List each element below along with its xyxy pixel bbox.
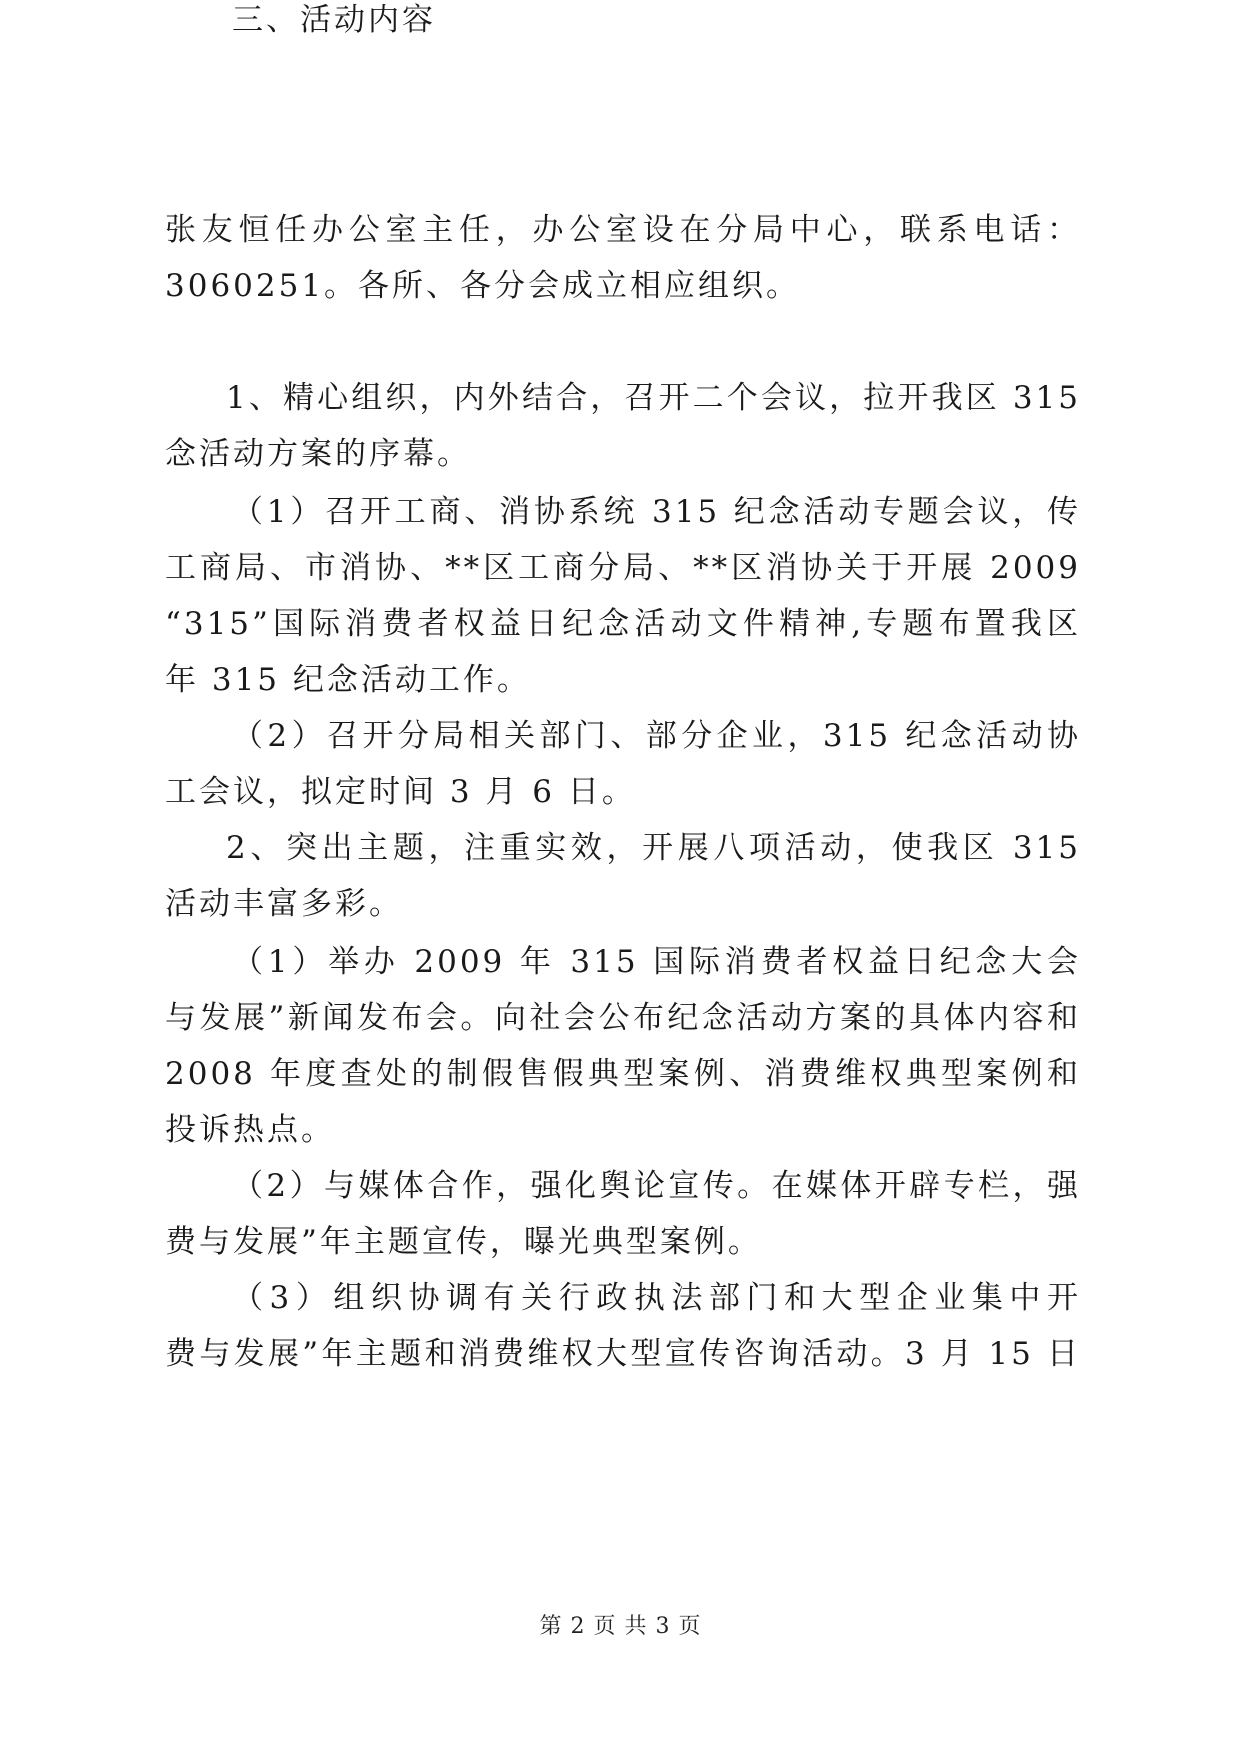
text-line: （2）召开分局相关部门、部分企业，315 纪念活动协 <box>232 718 1081 754</box>
text-line: 张友恒任办公室主任，办公室设在分局中心，联系电话： <box>165 212 1081 248</box>
text-line: “315”国际消费者权益日纪念活动文件精神,专题布置我区 <box>165 606 1081 642</box>
text-line: （1）召开工商、消协系统 315 纪念活动专题会议，传 <box>232 494 1081 530</box>
text-line: 工会议，拟定时间 3 月 6 日。 <box>165 774 636 810</box>
text-line: （1）举办 2009 年 315 国际消费者权益日纪念大会 <box>232 944 1081 980</box>
text-line: 投诉热点。 <box>165 1112 335 1148</box>
text-line: （2）与媒体合作，强化舆论宣传。在媒体开辟专栏，强 <box>232 1168 1081 1204</box>
text-line: 工商局、市消协、**区工商分局、**区消协关于开展 2009 <box>165 550 1081 586</box>
text-line: 2、突出主题，注重实效，开展八项活动，使我区 315 <box>226 830 1081 866</box>
page-number-footer: 第 2 页 共 3 页 <box>539 1614 702 1639</box>
text-line: 3060251。各所、各分会成立相应组织。 <box>165 268 801 304</box>
text-line: 活动丰富多彩。 <box>165 886 403 922</box>
text-line: 费与发展”年主题宣传，曝光典型案例。 <box>165 1224 762 1260</box>
text-line: 2008 年度查处的制假售假典型案例、消费维权典型案例和 <box>165 1056 1081 1092</box>
text-line: 1、精心组织，内外结合，召开二个会议，拉开我区 315 <box>226 380 1081 416</box>
text-line: 年 315 纪念活动工作。 <box>165 662 531 698</box>
text-line: 与发展”新闻发布会。向社会公布纪念活动方案的具体内容和 <box>165 1000 1081 1036</box>
text-line: 念活动方案的序幕。 <box>165 436 471 472</box>
text-line: 费与发展”年主题和消费维权大型宣传咨询活动。3 月 15 日 <box>165 1336 1081 1372</box>
text-line: （3）组织协调有关行政执法部门和大型企业集中开 <box>232 1280 1081 1316</box>
section-heading: 三、活动内容 <box>232 2 436 38</box>
